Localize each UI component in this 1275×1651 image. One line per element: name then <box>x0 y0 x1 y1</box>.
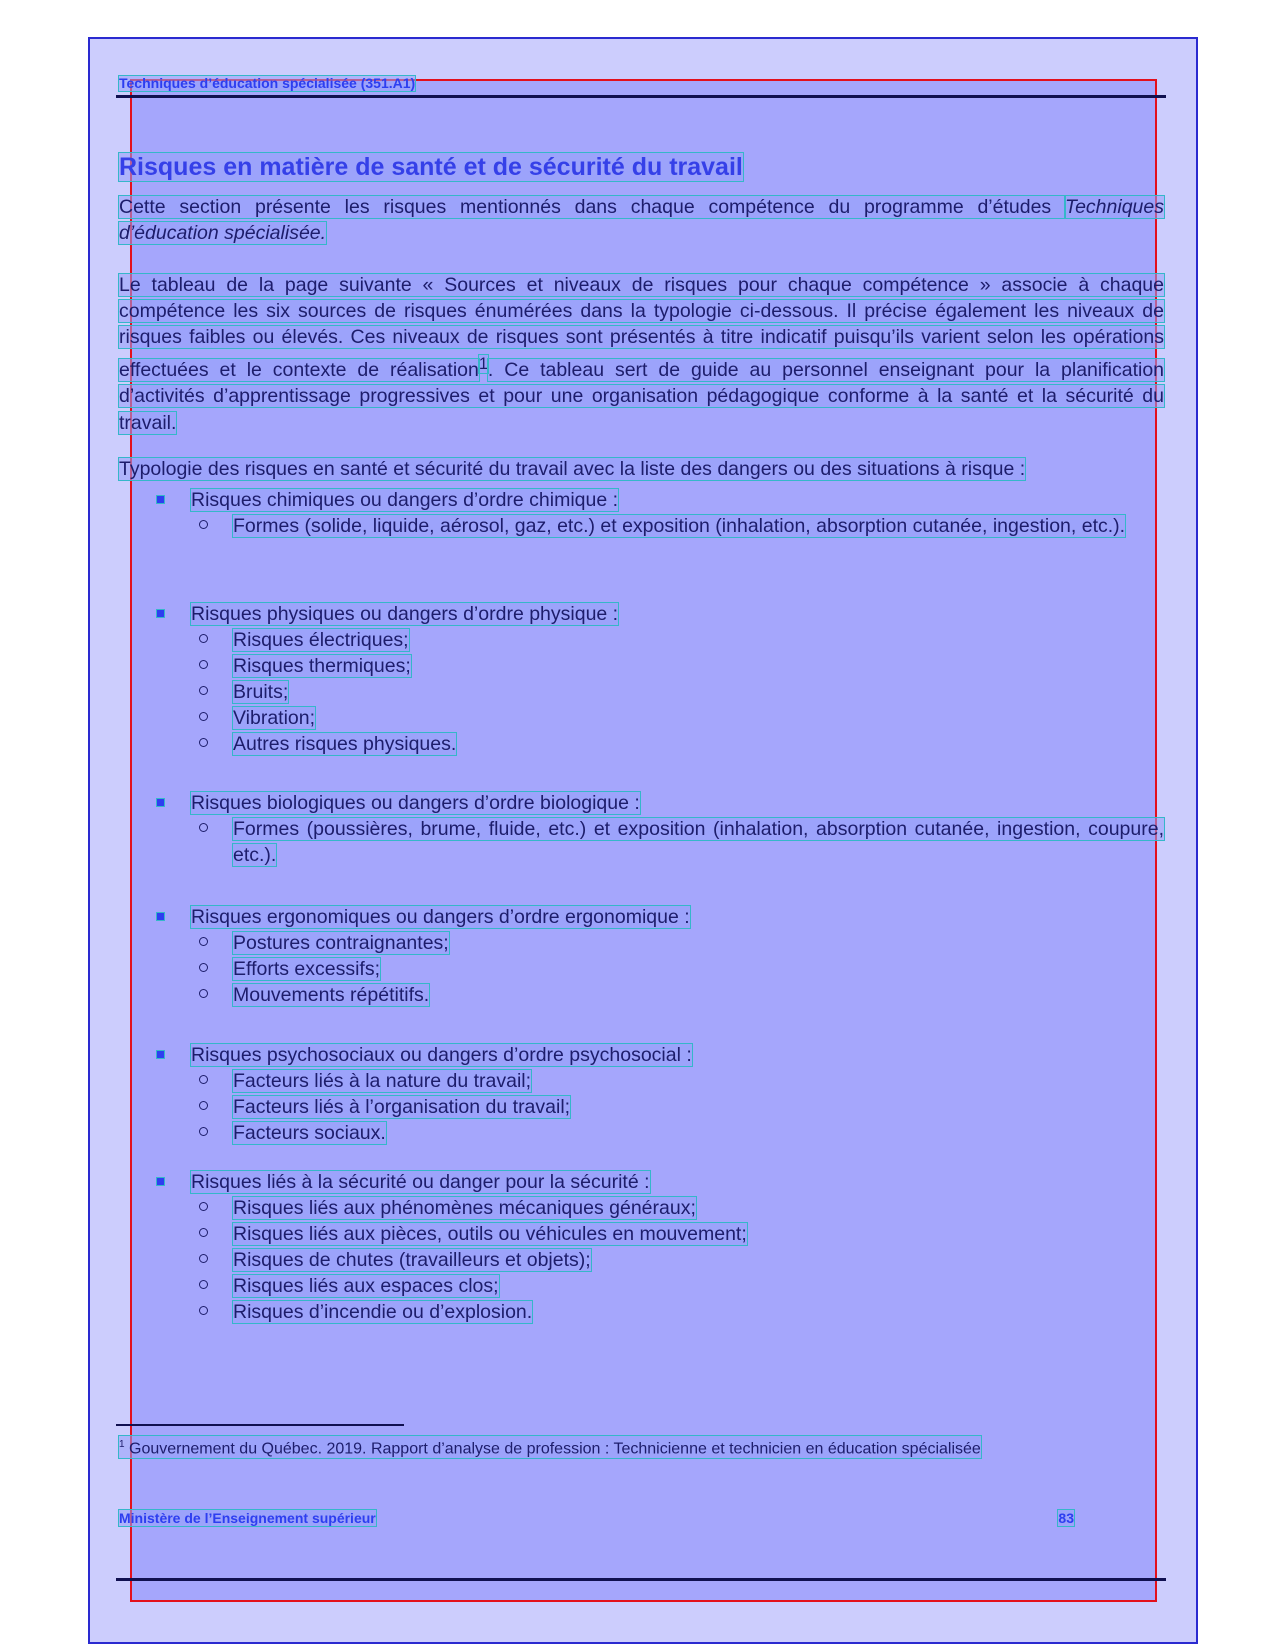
risk-item <box>157 1120 1164 1146</box>
risk-item <box>157 679 1164 705</box>
footnote-reference: 1 <box>478 354 488 373</box>
circle-bullet-icon <box>199 823 208 832</box>
risk-group-title-text: Risques chimiques ou dangers d’ordre chimique : <box>191 489 619 511</box>
section-title: Risques en matière de santé et de sécurité du travail <box>119 153 743 181</box>
risk-item-text: Risques liés aux espaces clos; <box>233 1275 499 1297</box>
circle-bullet-icon <box>199 1202 208 1211</box>
risk-item <box>157 1247 1164 1273</box>
risk-item <box>157 1195 1164 1221</box>
risk-item-text: Facteurs sociaux. <box>233 1122 386 1144</box>
bullet-icon <box>157 913 164 920</box>
table-description-text-1: Le tableau de la page suivante « Sources et niveaux de risques pour chaque compétence » associe à chaque compétence les six sources de risques énumérées dans la typologie ci-dessous. Il précise également les niveaux de risques faibles ou élevés. Ces niveaux de risques sont présentés à titre indicatif puisqu’ils varient selon les opérations effectuées et le contexte de réalisation <box>119 274 1164 382</box>
risk-item-text: Risques électriques; <box>233 629 409 651</box>
risk-group-title <box>157 904 1164 930</box>
document-page <box>119 76 1164 1606</box>
risk-item-text: Formes (solide, liquide, aérosol, gaz, etc.) et exposition (inhalation, absorption cutanée, ingestion, etc.). <box>233 515 1126 537</box>
risk-item-text: Risques d’incendie ou d’explosion. <box>233 1301 533 1323</box>
risk-item <box>157 1221 1164 1247</box>
risk-group-psychosocial <box>157 1042 1164 1146</box>
circle-bullet-icon <box>199 520 208 529</box>
bullet-icon <box>157 799 164 806</box>
risk-item-text: Mouvements répétitifs. <box>233 984 430 1006</box>
risk-item <box>157 930 1164 956</box>
risk-group-ergonomic <box>157 904 1164 1008</box>
typology-heading-text: Typologie des risques en santé et sécurité du travail avec la liste des dangers ou des situations à risque : <box>119 458 1026 480</box>
risk-item <box>157 627 1164 653</box>
risk-item <box>157 653 1164 679</box>
risk-item-text: Facteurs liés à la nature du travail; <box>233 1070 532 1092</box>
risk-item-text: Efforts excessifs; <box>233 958 381 980</box>
footer-rule <box>116 1578 1166 1581</box>
bullet-icon <box>157 610 164 617</box>
circle-bullet-icon <box>199 963 208 972</box>
risk-item-text: Facteurs liés à l’organisation du travail; <box>233 1096 571 1118</box>
table-description-text-2: . Ce tableau sert de guide au personnel enseignant pour la planification d’activités d’apprentissage progressives et pour une organisation pédagogique conforme à la santé et la sécurité du travail. <box>119 359 1165 434</box>
circle-bullet-icon <box>199 1101 208 1110</box>
table-description-paragraph <box>119 272 1164 436</box>
risk-item <box>157 956 1164 982</box>
footnote-text: Gouvernement du Québec. 2019. Rapport d’analyse de profession : Technicienne et technicien en éducation spécialisée <box>124 1440 981 1458</box>
risk-group-title <box>157 1042 1164 1068</box>
circle-bullet-icon <box>199 1306 208 1315</box>
risk-group-title-text: Risques biologiques ou dangers d’ordre biologique : <box>191 792 640 814</box>
typology-heading <box>119 456 1164 482</box>
risk-group-chemical <box>157 487 1164 539</box>
risk-item <box>157 731 1164 757</box>
running-footer: Ministère de l’Enseignement supérieur <box>119 1510 376 1526</box>
risk-group-title-text: Risques liés à la sécurité ou danger pour la sécurité : <box>191 1171 650 1193</box>
circle-bullet-icon <box>199 1075 208 1084</box>
risk-item <box>157 1299 1164 1325</box>
running-header: Techniques d’éducation spécialisée (351.A1) <box>119 75 416 91</box>
risk-group-title <box>157 601 1164 627</box>
footnote-marker: 1 <box>119 1439 125 1450</box>
risk-item-text: Formes (poussières, brume, fluide, etc.) et exposition (inhalation, absorption cutanée, ingestion, coupure, etc.). <box>233 818 1164 866</box>
risk-group-physical <box>157 601 1164 757</box>
circle-bullet-icon <box>199 686 208 695</box>
header-rule <box>116 95 1166 98</box>
page-number: 83 <box>1058 1510 1074 1526</box>
bullet-icon <box>157 1051 164 1058</box>
risk-group-title <box>157 790 1164 816</box>
bullet-icon <box>157 496 164 503</box>
risk-item <box>157 1068 1164 1094</box>
circle-bullet-icon <box>199 989 208 998</box>
risk-group-title-text: Risques physiques ou dangers d’ordre physique : <box>191 603 619 625</box>
risk-item <box>157 513 1164 539</box>
circle-bullet-icon <box>199 937 208 946</box>
risk-group-title <box>157 1169 1164 1195</box>
risk-group-biological <box>157 790 1164 868</box>
risk-item-text: Vibration; <box>233 707 316 729</box>
circle-bullet-icon <box>199 738 208 747</box>
risk-group-title <box>157 487 1164 513</box>
risk-item <box>157 816 1164 868</box>
risk-item-text: Bruits; <box>233 681 289 703</box>
program-name: Techniques d’éducation spécialisée. <box>119 196 1164 245</box>
risk-item-text: Postures contraignantes; <box>233 932 449 954</box>
risk-item-text: Risques liés aux pièces, outils ou véhicules en mouvement; <box>233 1223 747 1245</box>
risk-group-safety <box>157 1169 1164 1325</box>
intro-text: Cette section présente les risques mentionnés dans chaque compétence du programme d’études <box>119 196 1065 218</box>
risk-item <box>157 1094 1164 1120</box>
risk-item-text: Autres risques physiques. <box>233 733 457 755</box>
footnote-rule <box>116 1424 404 1426</box>
risk-item <box>157 705 1164 731</box>
circle-bullet-icon <box>199 1254 208 1263</box>
risk-group-title-text: Risques psychosociaux ou dangers d’ordre psychosocial : <box>191 1044 692 1066</box>
footnote <box>119 1436 981 1458</box>
circle-bullet-icon <box>199 660 208 669</box>
risk-group-title-text: Risques ergonomiques ou dangers d’ordre ergonomique : <box>191 906 690 928</box>
bullet-icon <box>157 1178 164 1185</box>
risk-item-text: Risques thermiques; <box>233 655 411 677</box>
circle-bullet-icon <box>199 712 208 721</box>
risk-item-text: Risques de chutes (travailleurs et objets); <box>233 1249 591 1271</box>
circle-bullet-icon <box>199 1280 208 1289</box>
risk-item-text: Risques liés aux phénomènes mécaniques généraux; <box>233 1197 696 1219</box>
risk-item <box>157 1273 1164 1299</box>
circle-bullet-icon <box>199 1228 208 1237</box>
intro-paragraph <box>119 194 1164 246</box>
circle-bullet-icon <box>199 634 208 643</box>
circle-bullet-icon <box>199 1127 208 1136</box>
risk-item <box>157 982 1164 1008</box>
